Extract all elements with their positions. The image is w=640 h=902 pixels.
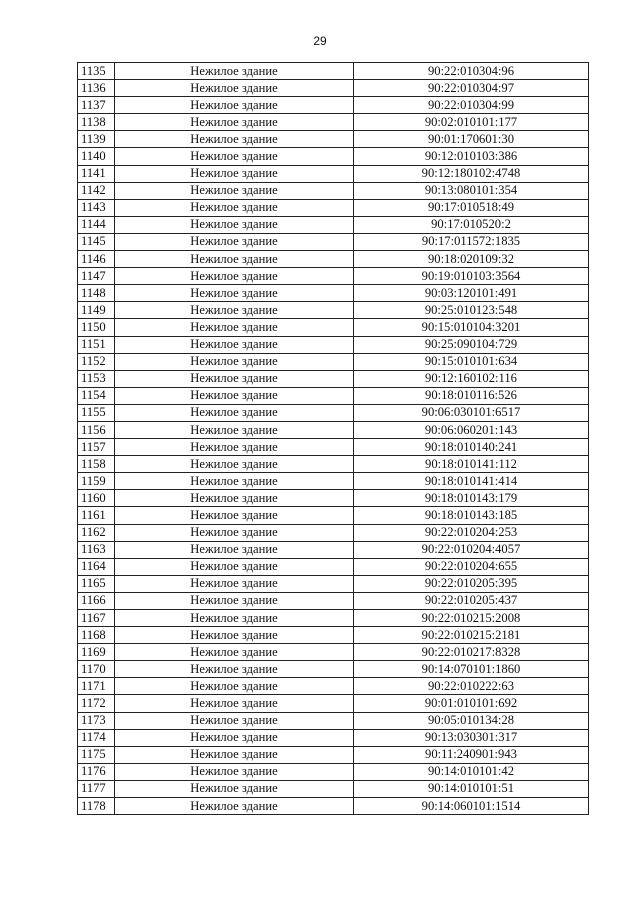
object-type-cell: Нежилое здание [115,233,354,250]
cadastral-number-cell: 90:02:010101:177 [354,114,589,131]
cadastral-number-cell: 90:14:010101:51 [354,780,589,797]
object-type-cell: Нежилое здание [115,644,354,661]
row-number-cell: 1144 [78,216,115,233]
object-type-cell: Нежилое здание [115,216,354,233]
cadastral-number-cell: 90:06:030101:6517 [354,404,589,421]
row-number-cell: 1135 [78,63,115,80]
table-row [78,233,589,250]
row-number-cell: 1158 [78,456,115,473]
table-row [78,336,589,353]
cadastral-number-cell: 90:14:070101:1860 [354,661,589,678]
cadastral-number-cell: 90:05:010134:28 [354,712,589,729]
registry-table-body [78,63,589,815]
object-type-cell: Нежилое здание [115,80,354,97]
object-type-cell: Нежилое здание [115,763,354,780]
row-number-cell: 1178 [78,798,115,815]
cadastral-number-cell: 90:22:010304:97 [354,80,589,97]
cadastral-number-cell: 90:01:170601:30 [354,131,589,148]
object-type-cell: Нежилое здание [115,268,354,285]
row-number-cell: 1162 [78,524,115,541]
table-row [78,319,589,336]
row-number-cell: 1143 [78,199,115,216]
table-row [78,798,589,815]
object-type-cell: Нежилое здание [115,353,354,370]
row-number-cell: 1177 [78,780,115,797]
row-number-cell: 1161 [78,507,115,524]
cadastral-number-cell: 90:18:010143:185 [354,507,589,524]
object-type-cell: Нежилое здание [115,336,354,353]
row-number-cell: 1157 [78,439,115,456]
cadastral-number-cell: 90:22:010217:8328 [354,644,589,661]
object-type-cell: Нежилое здание [115,558,354,575]
object-type-cell: Нежилое здание [115,541,354,558]
table-row [78,182,589,199]
table-row [78,353,589,370]
object-type-cell: Нежилое здание [115,148,354,165]
table-row [78,285,589,302]
object-type-cell: Нежилое здание [115,439,354,456]
cadastral-number-cell: 90:11:240901:943 [354,746,589,763]
cadastral-number-cell: 90:15:010104:3201 [354,319,589,336]
object-type-cell: Нежилое здание [115,798,354,815]
table-row [78,610,589,627]
row-number-cell: 1174 [78,729,115,746]
cadastral-number-cell: 90:22:010215:2181 [354,627,589,644]
table-row [78,763,589,780]
table-row [78,421,589,438]
row-number-cell: 1173 [78,712,115,729]
object-type-cell: Нежилое здание [115,746,354,763]
table-row [78,558,589,575]
cadastral-number-cell: 90:14:060101:1514 [354,798,589,815]
cadastral-number-cell: 90:18:010141:414 [354,473,589,490]
table-row [78,148,589,165]
row-number-cell: 1138 [78,114,115,131]
object-type-cell: Нежилое здание [115,712,354,729]
row-number-cell: 1171 [78,678,115,695]
cadastral-number-cell: 90:18:010141:112 [354,456,589,473]
cadastral-number-cell: 90:14:010101:42 [354,763,589,780]
object-type-cell: Нежилое здание [115,165,354,182]
cadastral-number-cell: 90:22:010304:99 [354,97,589,114]
cadastral-number-cell: 90:25:090104:729 [354,336,589,353]
table-row [78,541,589,558]
object-type-cell: Нежилое здание [115,63,354,80]
row-number-cell: 1175 [78,746,115,763]
cadastral-number-cell: 90:22:010205:395 [354,575,589,592]
cadastral-number-cell: 90:13:030301:317 [354,729,589,746]
cadastral-number-cell: 90:19:010103:3564 [354,268,589,285]
row-number-cell: 1164 [78,558,115,575]
cadastral-number-cell: 90:18:010140:241 [354,439,589,456]
row-number-cell: 1137 [78,97,115,114]
table-row [78,387,589,404]
table-row [78,746,589,763]
table-row [78,695,589,712]
cadastral-number-cell: 90:06:060201:143 [354,421,589,438]
table-row [78,251,589,268]
table-row [78,780,589,797]
row-number-cell: 1153 [78,370,115,387]
object-type-cell: Нежилое здание [115,251,354,268]
object-type-cell: Нежилое здание [115,490,354,507]
object-type-cell: Нежилое здание [115,182,354,199]
cadastral-number-cell: 90:22:010215:2008 [354,610,589,627]
row-number-cell: 1170 [78,661,115,678]
cadastral-number-cell: 90:01:010101:692 [354,695,589,712]
table-row [78,627,589,644]
cadastral-number-cell: 90:13:080101:354 [354,182,589,199]
cadastral-number-cell: 90:25:010123:548 [354,302,589,319]
object-type-cell: Нежилое здание [115,473,354,490]
object-type-cell: Нежилое здание [115,729,354,746]
object-type-cell: Нежилое здание [115,370,354,387]
object-type-cell: Нежилое здание [115,575,354,592]
row-number-cell: 1160 [78,490,115,507]
cadastral-number-cell: 90:22:010222:63 [354,678,589,695]
cadastral-number-cell: 90:18:010116:526 [354,387,589,404]
row-number-cell: 1140 [78,148,115,165]
row-number-cell: 1176 [78,763,115,780]
row-number-cell: 1155 [78,404,115,421]
row-number-cell: 1163 [78,541,115,558]
object-type-cell: Нежилое здание [115,114,354,131]
row-number-cell: 1165 [78,575,115,592]
table-row [78,199,589,216]
table-row [78,524,589,541]
cadastral-number-cell: 90:22:010205:437 [354,592,589,609]
cadastral-number-cell: 90:03:120101:491 [354,285,589,302]
object-type-cell: Нежилое здание [115,285,354,302]
table-row [78,712,589,729]
object-type-cell: Нежилое здание [115,97,354,114]
object-type-cell: Нежилое здание [115,421,354,438]
table-row [78,456,589,473]
object-type-cell: Нежилое здание [115,627,354,644]
cadastral-number-cell: 90:18:020109:32 [354,251,589,268]
table-row [78,439,589,456]
row-number-cell: 1167 [78,610,115,627]
object-type-cell: Нежилое здание [115,387,354,404]
object-type-cell: Нежилое здание [115,199,354,216]
table-row [78,216,589,233]
row-number-cell: 1166 [78,592,115,609]
row-number-cell: 1141 [78,165,115,182]
row-number-cell: 1152 [78,353,115,370]
row-number-cell: 1150 [78,319,115,336]
object-type-cell: Нежилое здание [115,404,354,421]
object-type-cell: Нежилое здание [115,456,354,473]
row-number-cell: 1172 [78,695,115,712]
object-type-cell: Нежилое здание [115,507,354,524]
table-row [78,473,589,490]
row-number-cell: 1136 [78,80,115,97]
object-type-cell: Нежилое здание [115,302,354,319]
cadastral-number-cell: 90:22:010204:4057 [354,541,589,558]
row-number-cell: 1169 [78,644,115,661]
row-number-cell: 1151 [78,336,115,353]
table-row [78,490,589,507]
cadastral-number-cell: 90:17:010520:2 [354,216,589,233]
table-row [78,63,589,80]
object-type-cell: Нежилое здание [115,610,354,627]
row-number-cell: 1148 [78,285,115,302]
object-type-cell: Нежилое здание [115,780,354,797]
row-number-cell: 1145 [78,233,115,250]
row-number-cell: 1146 [78,251,115,268]
cadastral-number-cell: 90:17:011572:1835 [354,233,589,250]
cadastral-number-cell: 90:22:010204:253 [354,524,589,541]
table-row [78,592,589,609]
table-row [78,165,589,182]
table-row [78,678,589,695]
registry-table [77,62,589,815]
cadastral-number-cell: 90:22:010304:96 [354,63,589,80]
object-type-cell: Нежилое здание [115,131,354,148]
table-row [78,661,589,678]
table-row [78,114,589,131]
cadastral-number-cell: 90:12:160102:116 [354,370,589,387]
table-row [78,80,589,97]
cadastral-number-cell: 90:22:010204:655 [354,558,589,575]
table-row [78,729,589,746]
object-type-cell: Нежилое здание [115,661,354,678]
object-type-cell: Нежилое здание [115,695,354,712]
table-row [78,644,589,661]
table-row [78,97,589,114]
row-number-cell: 1149 [78,302,115,319]
table-row [78,302,589,319]
cadastral-number-cell: 90:17:010518:49 [354,199,589,216]
object-type-cell: Нежилое здание [115,319,354,336]
row-number-cell: 1147 [78,268,115,285]
table-row [78,404,589,421]
table-row [78,131,589,148]
row-number-cell: 1168 [78,627,115,644]
cadastral-number-cell: 90:12:010103:386 [354,148,589,165]
row-number-cell: 1154 [78,387,115,404]
row-number-cell: 1139 [78,131,115,148]
row-number-cell: 1142 [78,182,115,199]
object-type-cell: Нежилое здание [115,678,354,695]
cadastral-number-cell: 90:15:010101:634 [354,353,589,370]
cadastral-number-cell: 90:12:180102:4748 [354,165,589,182]
page-number: 29 [313,34,327,48]
table-row [78,370,589,387]
object-type-cell: Нежилое здание [115,524,354,541]
cadastral-number-cell: 90:18:010143:179 [354,490,589,507]
table-row [78,507,589,524]
row-number-cell: 1156 [78,421,115,438]
table-row [78,575,589,592]
object-type-cell: Нежилое здание [115,592,354,609]
row-number-cell: 1159 [78,473,115,490]
table-row [78,268,589,285]
